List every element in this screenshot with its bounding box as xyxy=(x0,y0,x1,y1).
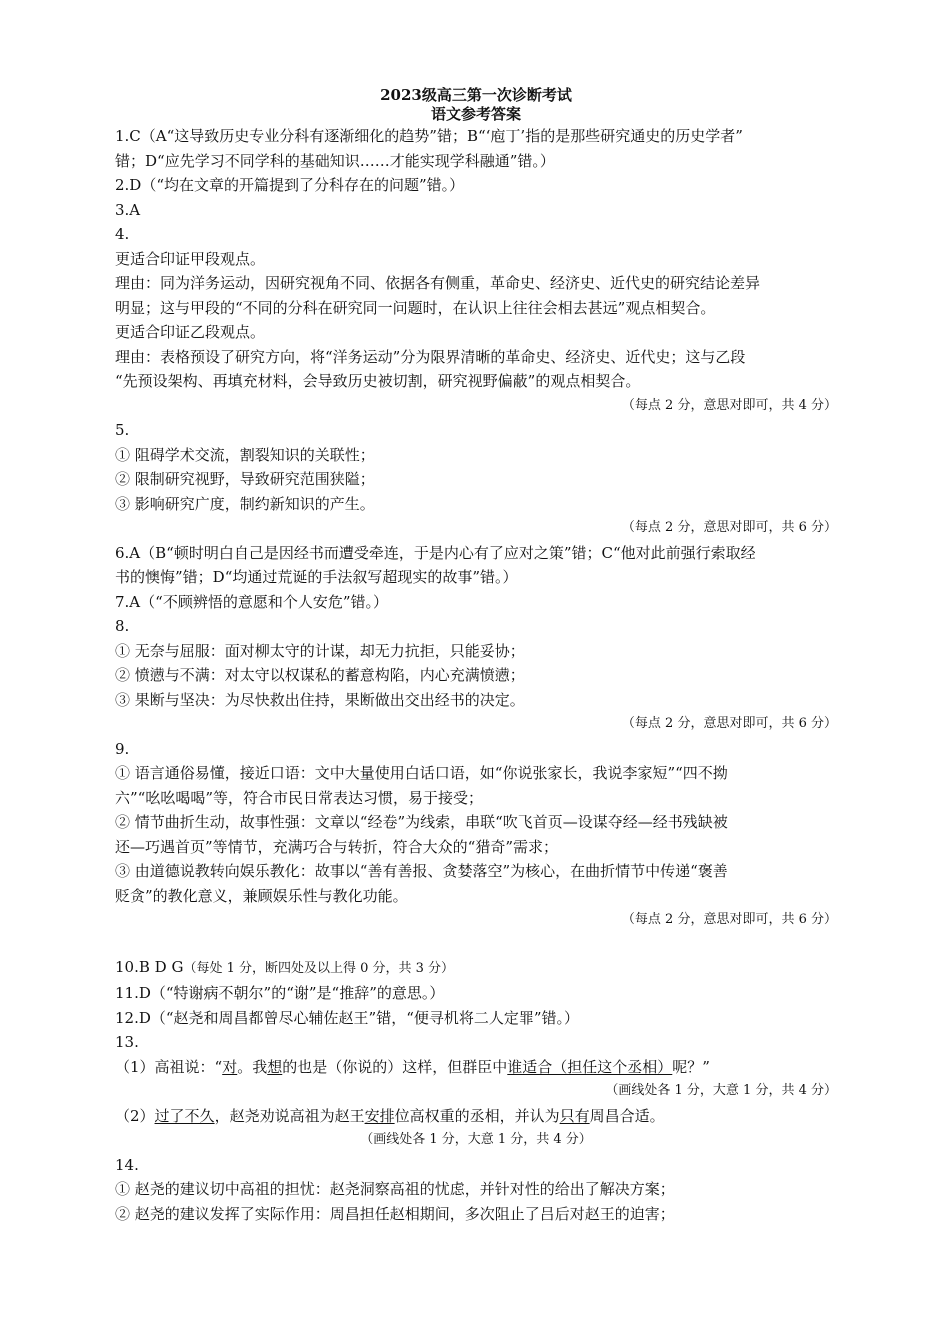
q4-line-1: 更适合印证甲段观点。 xyxy=(115,249,266,268)
q13-p2-text-a: （2） xyxy=(115,1106,155,1125)
q5-score: （每点 2 分，意思对即可，共 6 分） xyxy=(621,520,837,535)
q5-number: 5. xyxy=(115,421,130,439)
q13-p1-text-b: 。我 xyxy=(237,1057,268,1076)
q13-score-1: （画线处各 1 分，大意 1 分，共 4 分） xyxy=(605,1083,837,1098)
document-title: 2023级高三第一次诊断考试 xyxy=(380,86,572,104)
q13-p1-underline-1: 对 xyxy=(222,1057,238,1076)
q14-number: 14. xyxy=(115,1155,139,1174)
q13-p1-text-a: （1）高祖说：“ xyxy=(115,1057,223,1076)
q1-line-1: 1.C（A“这导致历史专业分科有逐渐细化的趋势”错；B“‘庖丁’指的是那些研究通史的历史学者” xyxy=(115,127,743,145)
q13-p1-underline-3: 谁适合（担任这个丞相） xyxy=(507,1057,673,1076)
q8-line-1: ① 无奈与屈服：面对柳太守的计谋，却无力抗拒，只能妥协； xyxy=(115,641,525,660)
q7-answer: 7.A（“不顾辨悟的意愿和个人安危”错。） xyxy=(115,592,388,611)
q4-line-4: 更适合印证乙段观点。 xyxy=(115,323,266,341)
q5-line-3: ③ 影响研究广度，制约新知识的产生。 xyxy=(115,494,375,513)
q4-line-3: 明显；这与甲段的“不同的分科在研究同一问题时，在认识上往往会相去甚远”观点相契合。 xyxy=(115,298,716,317)
q13-p2-underline-2: 安排 xyxy=(364,1106,395,1125)
q4-number: 4. xyxy=(115,225,130,243)
q8-score: （每点 2 分，意思对即可，共 6 分） xyxy=(621,716,837,731)
q13-p2-text-d: 周昌合适。 xyxy=(589,1106,665,1125)
q9-line-4: 还—巧遇首页”等情节，充满巧合与转折，符合大众的“猎奇”需求； xyxy=(115,837,559,856)
q6-line-1: 6.A（B“顿时明白自己是因经书而遭受牵连，于是内心有了应对之策”错；C“他对此前强行索取经 xyxy=(115,543,756,562)
q14-line-1: ① 赵尧的建议切中高祖的担忧：赵尧洞察高祖的忧虑，并针对性的给出了解决方案； xyxy=(115,1180,675,1198)
q11-answer: 11.D（“特谢病不朝尔”的“谢”是“推辞”的意思。） xyxy=(115,984,445,1002)
q10-main: 10.B D G xyxy=(115,957,184,976)
q13-p1-text-d: 呢？” xyxy=(672,1057,710,1076)
q13-p2-text-b: ，赵尧劝说高祖为赵王 xyxy=(214,1106,365,1125)
q13-p2-underline-3: 只有 xyxy=(559,1106,590,1125)
answer-document xyxy=(115,86,837,1226)
q13-part-1 xyxy=(115,1055,837,1080)
q9-line-3: ② 情节曲折生动，故事性强：文章以“经卷”为线索，串联“吹飞首页—设谋夺经—经书残缺被 xyxy=(115,813,728,831)
q2-answer: 2.D（“均在文章的开篇提到了分科存在的问题”错。） xyxy=(115,176,465,194)
q9-line-1: ① 语言通俗易懂，接近口语：文中大量使用白话口语，如“你说张家长，我说李家短”“四不拗 xyxy=(115,764,728,782)
q9-line-5: ③ 由道德说教转向娱乐教化：故事以“善有善报、贪婪落空”为核心，在曲折情节中传递“褒善 xyxy=(115,862,728,880)
q9-score: （每点 2 分，意思对即可，共 6 分） xyxy=(621,912,837,927)
q13-score-2: （画线处各 1 分，大意 1 分，共 4 分） xyxy=(360,1132,592,1147)
document-subtitle: 语文参考答案 xyxy=(430,105,521,123)
q10-answer xyxy=(115,955,837,982)
q13-p2-text-c: 位高权重的丞相，并认为 xyxy=(394,1106,560,1125)
q8-line-3: ③ 果断与坚决：为尽快救出住持，果断做出交出经书的决定。 xyxy=(115,690,525,709)
q3-answer: 3.A xyxy=(115,200,141,219)
section-gap xyxy=(115,933,837,955)
q9-line-6: 贬贪”的教化意义，兼顾娱乐性与教化功能。 xyxy=(115,886,408,905)
q6-line-2: 书的懊悔”错；D“均通过荒诞的手法叙写超现实的故事”错。） xyxy=(115,568,518,586)
q8-number: 8. xyxy=(115,617,130,635)
q9-line-2: 六”“吆吆喝喝”等，符合市民日常表达习惯，易于接受； xyxy=(115,788,484,807)
q10-note: （每处 1 分，断四处及以上得 0 分，共 3 分） xyxy=(183,960,455,976)
q13-number: 13. xyxy=(115,1033,139,1051)
q12-answer: 12.D（“赵尧和周昌都曾尽心辅佐赵王”错，“便寻机将二人定罪”错。） xyxy=(115,1008,580,1027)
q4-line-2: 理由：同为洋务运动，因研究视角不同、依据各有侧重，革命史、经济史、近代史的研究结论差异 xyxy=(115,274,761,292)
q9-number: 9. xyxy=(115,739,130,758)
q4-line-6: “先预设架构、再填充材料，会导致历史被切割，研究视野偏蔽”的观点相契合。 xyxy=(115,372,641,390)
q4-score: （每点 2 分，意思对即可，共 4 分） xyxy=(621,397,837,413)
q8-line-2: ② 愤懑与不满：对太守以权谋私的蓄意构陷，内心充满愤懑； xyxy=(115,666,525,684)
q4-line-5: 理由：表格预设了研究方向，将“洋务运动”分为限界清晰的革命史、经济史、近代史；这与乙段 xyxy=(115,347,746,366)
q1-line-2: 错；D“应先学习不同学科的基础知识……才能实现学科融通”错。） xyxy=(115,151,555,170)
q14-line-2: ② 赵尧的建议发挥了实际作用：周昌担任赵相期间，多次阻止了吕后对赵王的迫害； xyxy=(115,1204,675,1223)
q13-p1-text-c: 的也是（你说的）这样，但群臣中 xyxy=(282,1057,508,1076)
q13-part-2 xyxy=(115,1104,837,1129)
q5-line-2: ② 限制研究视野，导致研究范围狭隘； xyxy=(115,470,375,488)
q13-p1-underline-2: 想 xyxy=(267,1057,283,1076)
q13-p2-underline-1: 过了不久 xyxy=(154,1106,215,1125)
q5-line-1: ① 阻碍学术交流，割裂知识的关联性； xyxy=(115,445,375,464)
